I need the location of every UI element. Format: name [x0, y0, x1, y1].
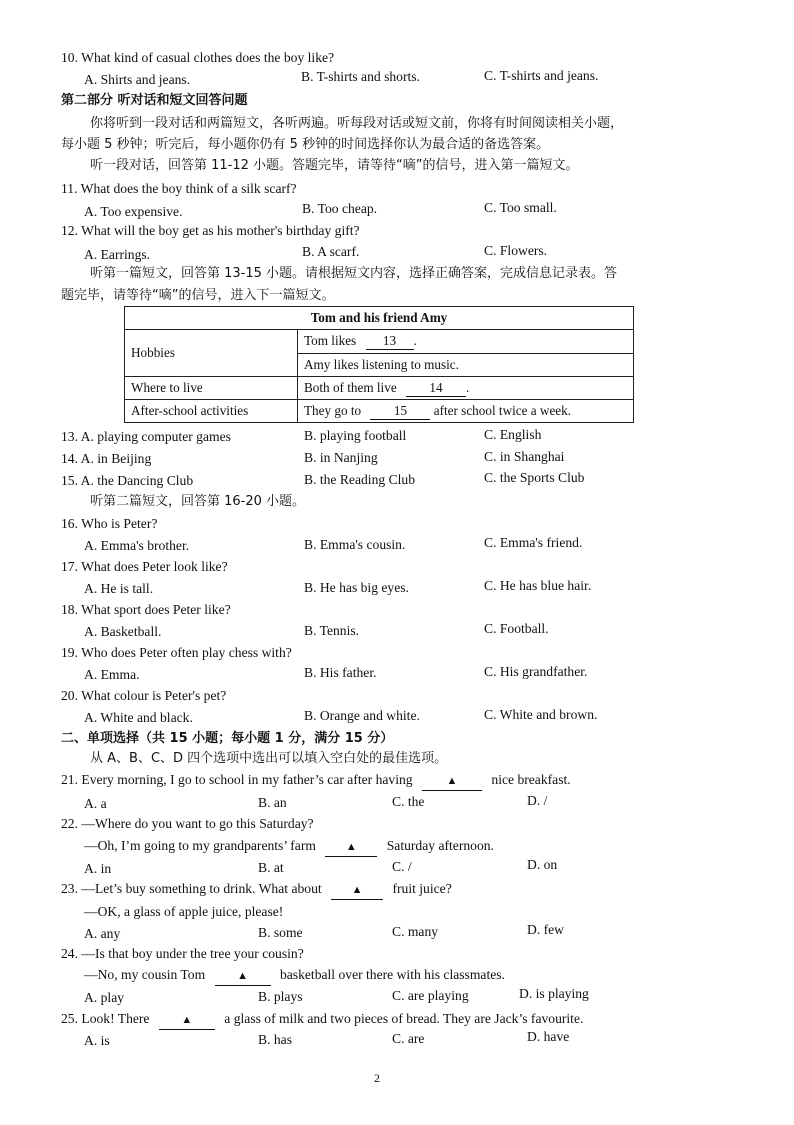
q24-line2-post: basketball over there with his classmates.	[279, 967, 505, 982]
q14-option-a: 14. A. in Beijing	[61, 451, 152, 466]
q23-option-b: B. some	[258, 925, 303, 940]
q25-blank: ▲	[159, 1011, 215, 1030]
q10-option-a: A. Shirts and jeans.	[84, 72, 191, 87]
q19-option-a: A. Emma.	[84, 667, 140, 682]
q15-option-a: 15. A. the Dancing Club	[61, 473, 194, 488]
q25-stem	[61, 1010, 583, 1030]
q22-line2-pre: —Oh, I’m going to my grandparents’ farm	[84, 838, 316, 853]
page-number: 2	[374, 1071, 380, 1085]
q19-option-b: B. His father.	[304, 665, 377, 680]
tom-likes-text: Tom likes	[304, 333, 357, 348]
tom-likes-cell: Tom likes 13 .	[298, 330, 634, 354]
q24-blank: ▲	[215, 967, 271, 986]
go-to-cell	[298, 400, 634, 423]
q21-stem	[61, 771, 571, 791]
q23-stem-pre: 23. —Let’s buy something to drink. What about	[61, 881, 322, 896]
q16-option-b: B. Emma's cousin.	[304, 537, 406, 552]
q24-option-b: B. plays	[258, 989, 303, 1004]
q15-option-c: C. the Sports Club	[484, 470, 585, 485]
q22-option-d: D. on	[527, 857, 558, 872]
q21-stem-pre: 21. Every morning, I go to school in my father’s car after having	[61, 772, 413, 787]
q13-option-a: 13. A. playing computer games	[61, 429, 231, 444]
both-live-cell: Both of them live 14 .	[298, 377, 634, 400]
q21-option-b: B. an	[258, 795, 287, 810]
q11-option-a: A. Too expensive.	[84, 204, 183, 219]
q16-option-c: C. Emma's friend.	[484, 535, 583, 550]
info-record-table	[124, 306, 634, 423]
q21-blank: ▲	[422, 772, 482, 791]
passage1-instructions-1: 听第一篇短文，回答第 13-15 小题。请根据短文内容，选择正确答案，完成信息记录表。答	[90, 266, 618, 281]
q18-option-a: A. Basketball.	[84, 624, 162, 639]
q24-stem: 24. —Is that boy under the tree your cousin?	[61, 946, 304, 961]
passage2-instructions: 听第二篇短文，回答第 16-20 小题。	[90, 494, 306, 509]
hobbies-label: Hobbies	[125, 330, 298, 377]
q24-option-d: D. is playing	[519, 986, 589, 1001]
q12-option-a: A. Earrings.	[84, 247, 151, 262]
q24-line2	[84, 966, 505, 986]
q13-option-c: C. English	[484, 427, 542, 442]
part2-instructions-1: 你将听到一段对话和两篇短文，各听两遍。听每段对话或短文前，你将有时间阅读相关小题，	[90, 116, 624, 131]
q16-option-a: A. Emma's brother.	[84, 538, 190, 553]
q22-line2-post: Saturday afternoon.	[386, 838, 494, 853]
q24-option-c: C. are playing	[392, 988, 469, 1003]
part2-heading: 第二部分 听对话和短文回答问题	[61, 93, 248, 108]
part2-instructions-2: 每小题 5 秒钟；听完后，每小题你仍有 5 秒钟的时间选择你认为最合适的备选答案。	[61, 137, 550, 152]
q22-line2	[84, 837, 494, 857]
q25-stem-pre: 25. Look! There	[61, 1011, 150, 1026]
q18-stem: 18. What sport does Peter like?	[61, 602, 231, 617]
where-label: Where to live	[125, 377, 298, 400]
q22-option-c: C. /	[392, 859, 412, 874]
q23-stem-post: fruit juice?	[392, 881, 452, 896]
q10-option-b: B. T-shirts and shorts.	[301, 69, 420, 84]
q23-line2: —OK, a glass of apple juice, please!	[84, 904, 284, 919]
q21-option-a: A. a	[84, 796, 107, 811]
both-live-text: Both of them live	[304, 379, 397, 395]
q22-option-b: B. at	[258, 860, 284, 875]
q24-option-a: A. play	[84, 990, 125, 1005]
q13-option-b: B. playing football	[304, 428, 407, 443]
q22-stem: 22. —Where do you want to go this Saturday?	[61, 816, 314, 831]
q16-stem: 16. Who is Peter?	[61, 516, 158, 531]
q17-option-c: C. He has blue hair.	[484, 578, 592, 593]
part2-instructions-3: 听一段对话，回答第 11-12 小题。答题完毕，请等待“嘀”的信号，进入第一篇短文。	[90, 158, 579, 173]
q21-stem-post: nice breakfast.	[491, 772, 571, 787]
q25-option-b: B. has	[258, 1032, 292, 1047]
blank-13: 13	[366, 333, 414, 350]
q20-stem: 20. What colour is Peter's pet?	[61, 688, 227, 703]
q23-option-a: A. any	[84, 926, 121, 941]
after-school-label: After-school activities	[125, 400, 298, 423]
q21-option-d: D. /	[527, 793, 548, 808]
q17-stem: 17. What does Peter look like?	[61, 559, 228, 574]
q12-option-b: B. A scarf.	[302, 244, 360, 259]
q11-option-c: C. Too small.	[484, 200, 557, 215]
q20-option-c: C. White and brown.	[484, 707, 598, 722]
q19-option-c: C. His grandfather.	[484, 664, 588, 679]
single-choice-instructions: 从 A、B、C、D 四个选项中选出可以填入空白处的最佳选项。	[90, 751, 448, 766]
q25-stem-post: a glass of milk and two pieces of bread. They are Jack’s favourite.	[224, 1011, 584, 1026]
q25-option-c: C. are	[392, 1031, 425, 1046]
q12-stem: 12. What will the boy get as his mother's birthday gift?	[61, 223, 360, 238]
q23-stem	[61, 880, 452, 900]
q22-option-a: A. in	[84, 861, 112, 876]
q18-option-c: C. Football.	[484, 621, 549, 636]
q21-option-c: C. the	[392, 794, 425, 809]
q23-option-d: D. few	[527, 922, 564, 937]
q11-option-b: B. Too cheap.	[302, 201, 378, 216]
q17-option-a: A. He is tall.	[84, 581, 154, 596]
go-to-post-text: after school twice a week.	[433, 402, 572, 418]
q10-stem: 10. What kind of casual clothes does the boy like?	[61, 50, 335, 65]
amy-likes-cell: Amy likes listening to music.	[298, 354, 634, 377]
q22-blank: ▲	[325, 838, 377, 857]
passage1-instructions-2: 题完毕，请等待“嘀”的信号，进入下一篇短文。	[61, 288, 335, 303]
q25-option-a: A. is	[84, 1033, 110, 1048]
single-choice-heading: 二、单项选择（共 15 小题；每小题 1 分，满分 15 分）	[61, 731, 394, 746]
blank-14: 14	[406, 380, 466, 397]
q14-option-c: C. in Shanghai	[484, 449, 565, 464]
q23-blank: ▲	[331, 881, 383, 900]
q10-option-c: C. T-shirts and jeans.	[484, 68, 599, 83]
go-to-text: They go to	[304, 402, 362, 418]
q11-stem: 11. What does the boy think of a silk scarf?	[61, 181, 297, 196]
blank-15: 15	[370, 403, 430, 420]
q14-option-b: B. in Nanjing	[304, 450, 378, 465]
q19-stem: 19. Who does Peter often play chess with?	[61, 645, 292, 660]
q15-option-b: B. the Reading Club	[304, 472, 416, 487]
q24-line2-pre: —No, my cousin Tom	[84, 967, 206, 982]
q20-option-b: B. Orange and white.	[304, 708, 420, 723]
q12-option-c: C. Flowers.	[484, 243, 548, 258]
q25-option-d: D. have	[527, 1029, 570, 1044]
q17-option-b: B. He has big eyes.	[304, 580, 409, 595]
q20-option-a: A. White and black.	[84, 710, 193, 725]
q23-option-c: C. many	[392, 924, 439, 939]
table-title: Tom and his friend Amy	[125, 307, 634, 330]
q18-option-b: B. Tennis.	[304, 623, 360, 638]
